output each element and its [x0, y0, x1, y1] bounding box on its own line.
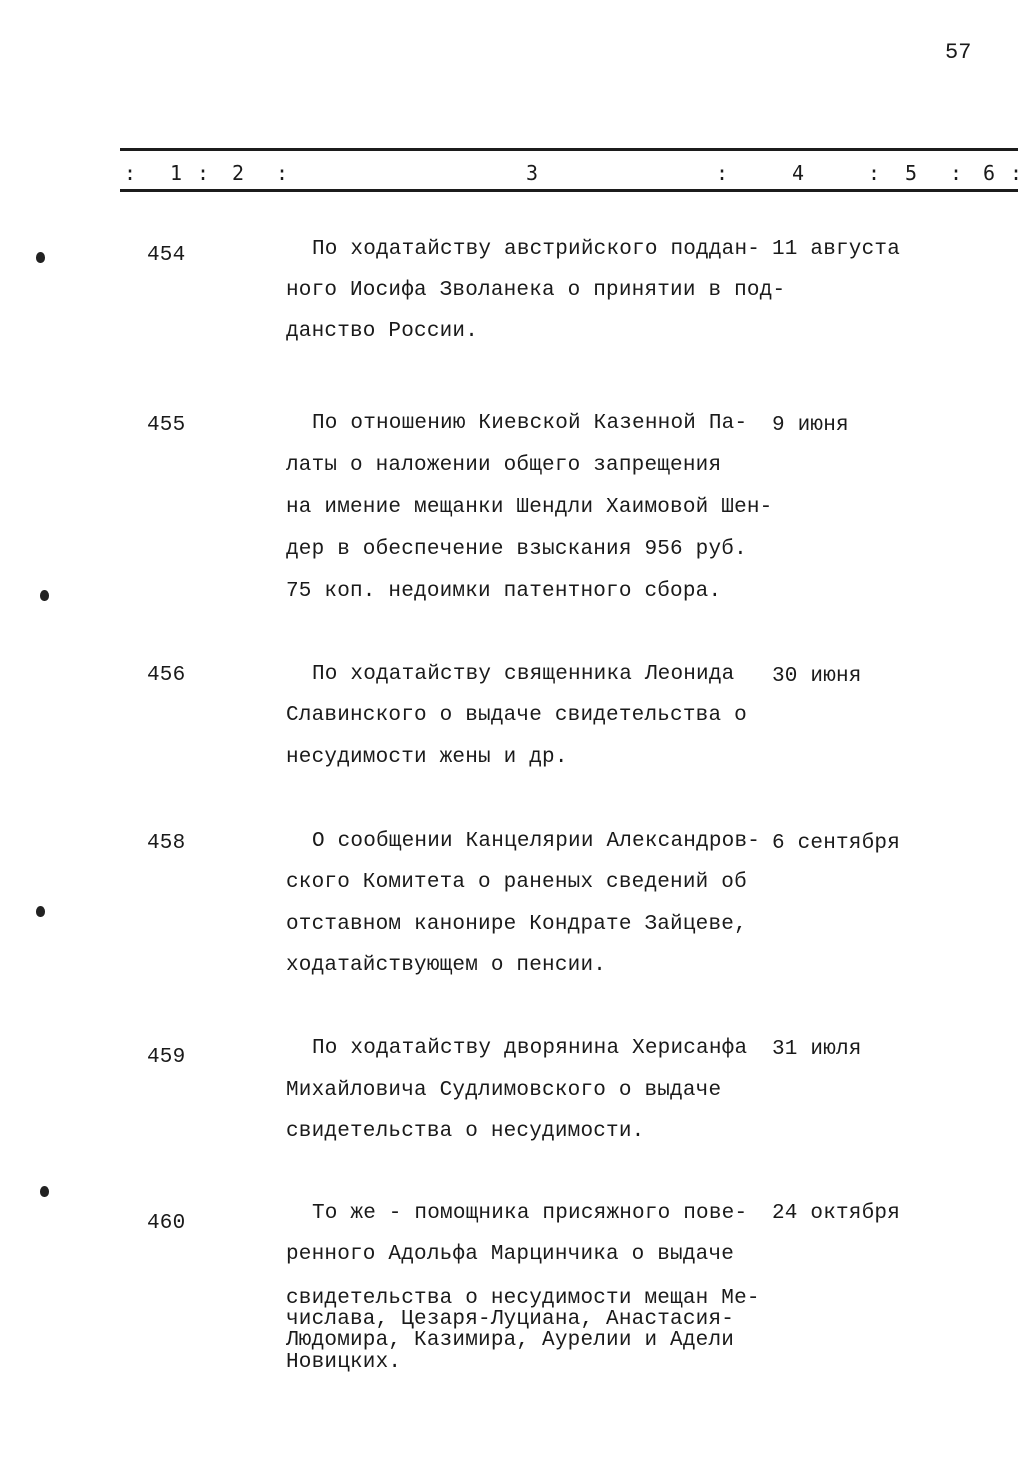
- page-number: 57: [945, 40, 972, 65]
- entry-text-line: 75 коп. недоимки патентного сбора.: [286, 580, 722, 603]
- column-number-5: 5: [905, 161, 918, 185]
- column-number-6: 6: [983, 161, 996, 185]
- entry-number: 459: [147, 1046, 186, 1069]
- punch-hole-mark: [36, 906, 45, 917]
- column-number-3: 3: [526, 161, 539, 185]
- entry-number: 455: [147, 414, 186, 437]
- entry-text-line: латы о наложении общего запрещения: [286, 454, 722, 477]
- entry-text-line: О сообщении Канцелярии Александров-: [312, 830, 761, 853]
- entry-text-line: Славинского о выдаче свидетельства о: [286, 704, 747, 727]
- column-separator: :: [716, 161, 729, 185]
- entry-text-line: несудимости жены и др.: [286, 746, 568, 769]
- column-separator: :: [950, 161, 963, 185]
- entry-text-line: свидетельства о несудимости мещан Ме-: [286, 1287, 760, 1310]
- entry-text-line: ного Иосифа Зволанека о принятии в под-: [286, 279, 786, 302]
- entry-number: 460: [147, 1212, 186, 1235]
- column-number-4: 4: [792, 161, 805, 185]
- entry-text-line: данство России.: [286, 320, 479, 343]
- column-separator: :: [1010, 161, 1023, 185]
- column-separator: :: [276, 161, 289, 185]
- entry-text-line: По ходатайству священника Леонида: [312, 663, 735, 686]
- entry-text-line: По отношению Киевской Казенной Па-: [312, 412, 748, 435]
- entry-text-line: Людомира, Казимира, Аурелии и Адели: [286, 1329, 735, 1352]
- entry-date: 24 октября: [772, 1202, 901, 1225]
- punch-hole-mark: [36, 252, 45, 263]
- entry-number: 454: [147, 244, 186, 267]
- entry-date: 9 июня: [772, 414, 849, 437]
- entry-text-line: Новицких.: [286, 1351, 402, 1374]
- entry-number: 456: [147, 664, 186, 687]
- entry-date: 30 июня: [772, 665, 862, 688]
- entry-number: 458: [147, 832, 186, 855]
- column-number-1: 1: [170, 161, 183, 185]
- entry-text-line: свидетельства о несудимости.: [286, 1120, 645, 1143]
- header-top-rule: [120, 148, 1018, 151]
- entry-text-line: Михайловича Судлимовского о выдаче: [286, 1079, 722, 1102]
- entry-text-line: ходатайствующем о пенсии.: [286, 954, 607, 977]
- entry-text-line: ренного Адольфа Марцинчика о выдаче: [286, 1243, 735, 1266]
- entry-text-line: отставном канонире Кондрате Зайцеве,: [286, 913, 747, 936]
- entry-date: 6 сентября: [772, 832, 901, 855]
- header-bottom-rule: [120, 189, 1018, 192]
- punch-hole-mark: [40, 590, 49, 601]
- punch-hole-mark: [40, 1186, 49, 1197]
- column-separator: :: [868, 161, 881, 185]
- entry-text-line: По ходатайству австрийского поддан-: [312, 238, 761, 261]
- entry-date: 11 августа: [772, 238, 901, 261]
- entry-text-line: По ходатайству дворянина Херисанфа: [312, 1037, 748, 1060]
- entry-text-line: на имение мещанки Шендли Хаимовой Шен-: [286, 496, 773, 519]
- entry-text-line: числава, Цезаря-Луциана, Анастасия-: [286, 1308, 735, 1331]
- column-number-2: 2: [232, 161, 245, 185]
- column-separator: :: [124, 161, 137, 185]
- entry-text-line: дер в обеспечение взыскания 956 руб.: [286, 538, 747, 561]
- column-separator: :: [197, 161, 210, 185]
- entry-text-line: То же - помощника присяжного пове-: [312, 1202, 748, 1225]
- entry-text-line: ского Комитета о раненых сведений об: [286, 871, 747, 894]
- entry-date: 31 июля: [772, 1038, 862, 1061]
